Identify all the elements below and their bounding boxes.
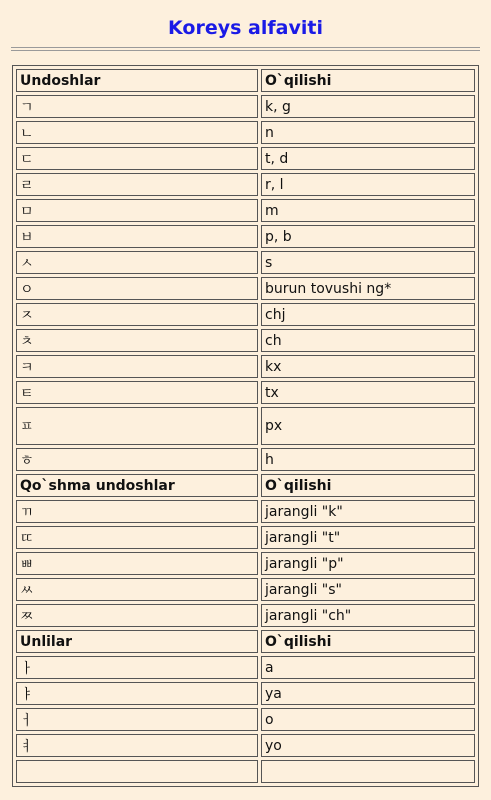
reading-cell: jarangli "p" xyxy=(261,552,475,575)
reading-cell: s xyxy=(261,251,475,274)
reading-cell: t, d xyxy=(261,147,475,170)
letter-cell: ㅎ xyxy=(16,448,258,471)
letter-cell: ㅋ xyxy=(16,355,258,378)
column-header-reading: O`qilishi xyxy=(261,69,475,92)
letter-cell: ㅊ xyxy=(16,329,258,352)
reading-cell: h xyxy=(261,448,475,471)
reading-cell: p, b xyxy=(261,225,475,248)
column-header-reading: O`qilishi xyxy=(261,474,475,497)
letter-cell: ㅌ xyxy=(16,381,258,404)
table-row xyxy=(16,199,475,222)
reading-cell xyxy=(261,760,475,783)
reading-cell: burun tovushi ng* xyxy=(261,277,475,300)
letter-cell: ㄲ xyxy=(16,500,258,523)
reading-cell: n xyxy=(261,121,475,144)
reading-cell: a xyxy=(261,656,475,679)
reading-cell: kx xyxy=(261,355,475,378)
table-row xyxy=(16,407,475,445)
table-row xyxy=(16,578,475,601)
table-header-row xyxy=(16,474,475,497)
letter-cell: ㅍ xyxy=(16,407,258,445)
reading-cell: r, l xyxy=(261,173,475,196)
reading-cell: jarangli "t" xyxy=(261,526,475,549)
reading-cell: yo xyxy=(261,734,475,757)
letter-cell: ㅆ xyxy=(16,578,258,601)
table-row xyxy=(16,381,475,404)
table-row xyxy=(16,147,475,170)
alphabet-table xyxy=(12,65,479,787)
letter-cell: ㅕ xyxy=(16,734,258,757)
letter-cell: ㅅ xyxy=(16,251,258,274)
column-header-letter: Unlilar xyxy=(16,630,258,653)
table-row xyxy=(16,448,475,471)
table-row xyxy=(16,303,475,326)
table-row xyxy=(16,682,475,705)
title-divider xyxy=(11,47,480,51)
letter-cell: ㅑ xyxy=(16,682,258,705)
page-title: Koreys alfaviti xyxy=(168,17,323,39)
table-row xyxy=(16,734,475,757)
letter-cell xyxy=(16,760,258,783)
letter-cell: ㅃ xyxy=(16,552,258,575)
letter-cell: ㄴ xyxy=(16,121,258,144)
table-row xyxy=(16,173,475,196)
table-header-row xyxy=(16,630,475,653)
table-row xyxy=(16,95,475,118)
table-row xyxy=(16,604,475,627)
table-row xyxy=(16,656,475,679)
table-header-row xyxy=(16,69,475,92)
table-row xyxy=(16,760,475,783)
column-header-reading: O`qilishi xyxy=(261,630,475,653)
letter-cell: ㄹ xyxy=(16,173,258,196)
reading-cell: jarangli "k" xyxy=(261,500,475,523)
letter-cell: ㅂ xyxy=(16,225,258,248)
reading-cell: ch xyxy=(261,329,475,352)
table-row xyxy=(16,121,475,144)
reading-cell: m xyxy=(261,199,475,222)
letter-cell: ㅈ xyxy=(16,303,258,326)
letter-cell: ㅁ xyxy=(16,199,258,222)
table-row xyxy=(16,708,475,731)
reading-cell: tx xyxy=(261,381,475,404)
table-row xyxy=(16,526,475,549)
table-row xyxy=(16,355,475,378)
column-header-letter: Qo`shma undoshlar xyxy=(16,474,258,497)
table-row xyxy=(16,277,475,300)
table-row xyxy=(16,500,475,523)
reading-cell: jarangli "ch" xyxy=(261,604,475,627)
table-row xyxy=(16,251,475,274)
table-row xyxy=(16,225,475,248)
table-row xyxy=(16,329,475,352)
letter-cell: ㅓ xyxy=(16,708,258,731)
alphabet-table-body xyxy=(16,69,475,783)
reading-cell: jarangli "s" xyxy=(261,578,475,601)
letter-cell: ㄷ xyxy=(16,147,258,170)
letter-cell: ㅉ xyxy=(16,604,258,627)
reading-cell: ya xyxy=(261,682,475,705)
table-row xyxy=(16,552,475,575)
letter-cell: ㄱ xyxy=(16,95,258,118)
reading-cell: px xyxy=(261,407,475,445)
column-header-letter: Undoshlar xyxy=(16,69,258,92)
reading-cell: k, g xyxy=(261,95,475,118)
letter-cell: ㅇ xyxy=(16,277,258,300)
reading-cell: chj xyxy=(261,303,475,326)
reading-cell: o xyxy=(261,708,475,731)
letter-cell: ㄸ xyxy=(16,526,258,549)
letter-cell: ㅏ xyxy=(16,656,258,679)
